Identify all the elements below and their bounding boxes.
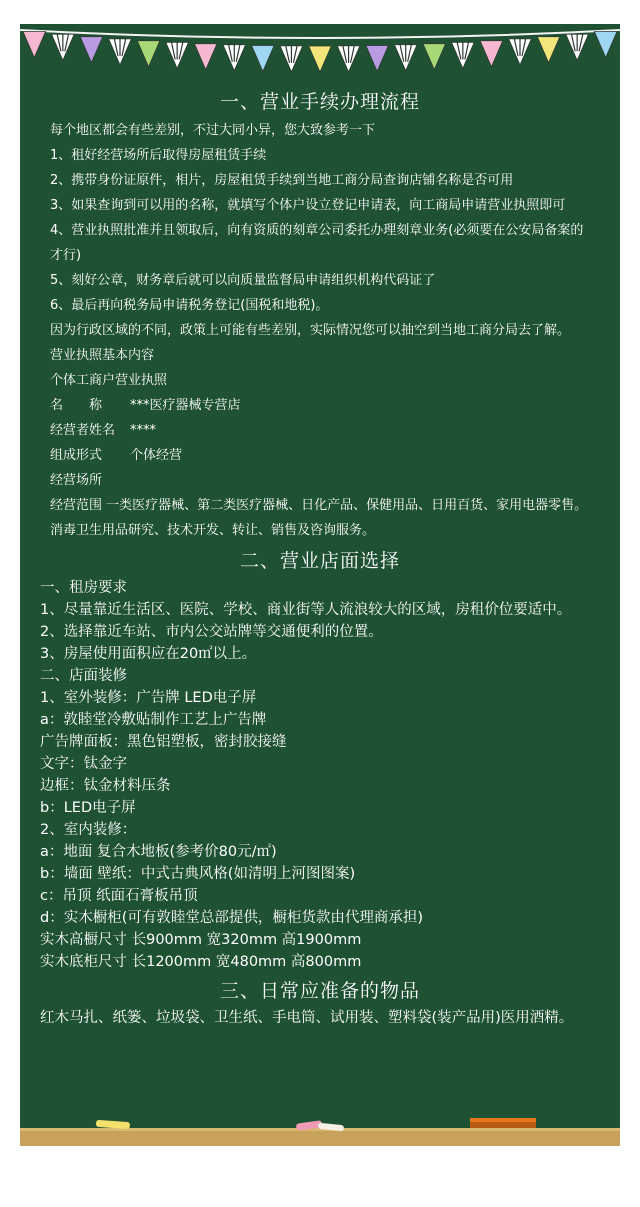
section1-title: 一、营业手续办理流程: [219, 91, 420, 113]
text-line: 1、室外装修：广告牌 LED电子屏: [40, 690, 257, 706]
license-row: [50, 443, 596, 468]
text-line: 2、选择靠近车站、市内公交站牌等交通便利的位置。: [40, 624, 383, 640]
section3-body: [20, 1007, 620, 1029]
text-line: a：敦睦堂冷敷贴制作工艺上广告牌: [40, 712, 267, 728]
text-line: 1、租好经营场所后取得房屋租赁手续: [50, 148, 267, 163]
license-row: [50, 468, 596, 493]
text-line: 2、携带身份证原件，相片，房屋租赁手续到当地工商分局查询店铺名称是否可用: [50, 173, 514, 188]
text-line: 4、营业执照批准并且领取后，向有资质的刻章公司委托办理刻章业务(必须要在公安局备案的才行): [50, 223, 584, 263]
bunting-flag: [252, 45, 275, 71]
text-line: 广告牌面板：黑色铝塑板，密封胶接缝: [40, 734, 287, 750]
text-line: 实木底柜尺寸 长1200mm 宽480mm 高800mm: [40, 954, 362, 970]
text-line: b：墙面 壁纸：中式古典风格(如清明上河图图案): [40, 866, 356, 882]
chalk-tray: [20, 1118, 620, 1146]
text-line: 5、刻好公章，财务章后就可以向质量监督局申请组织机构代码证了: [50, 273, 436, 288]
license-key: 名 称: [50, 398, 103, 413]
license-row: [50, 418, 596, 443]
section2-title: 二、营业店面选择: [239, 550, 400, 572]
business-scope: 经营范围 一类医疗器械、第二类医疗器械、日化产品、保健用品、日用百货、家用电器零售。消毒卫生用品研究、技术开发、转让、销售及咨询服务。: [50, 498, 588, 538]
bunting-flag: [309, 46, 332, 72]
text-line: d：实木橱柜(可有敦睦堂总部提供，橱柜货款由代理商承担): [40, 910, 424, 926]
bunting-flag: [137, 41, 160, 67]
text-line: c：吊顶 纸面石膏板吊顶: [40, 888, 198, 904]
bunting-flag: [480, 41, 503, 67]
text-line: 每个地区都会有些差别，不过大同小异，您大致参考一下: [50, 123, 376, 138]
text-line: 2、室内装修：: [40, 822, 137, 838]
text-line: 6、最后再向税务局申请税务登记(国税和地税)。: [50, 298, 329, 313]
license-value: ****: [130, 423, 156, 438]
text-line: 1、尽量靠近生活区、医院、学校、商业街等人流浪较大的区域，房租价位要适中。: [40, 602, 572, 618]
text-line: 个体工商户营业执照: [50, 373, 168, 388]
section3-title: 三、日常应准备的物品: [219, 980, 420, 1002]
bunting-flag: [23, 31, 46, 57]
text-line: 实木高橱尺寸 长900mm 宽320mm 高1900mm: [40, 932, 362, 948]
bunting-flag: [423, 44, 446, 70]
bunting-flag: [537, 37, 560, 63]
license-key: 经营者姓名: [50, 423, 116, 438]
license-row: [50, 393, 596, 418]
text-line: 3、房屋使用面积应在20㎡以上。: [40, 646, 257, 662]
text-line: 红木马扎、纸篓、垃圾袋、卫生纸、手电筒、试用装、塑料袋(装产品用)医用酒精。: [40, 1010, 574, 1026]
section2-body: [20, 577, 620, 973]
license-value: 个体经营: [130, 448, 183, 463]
text-line: a：地面 复合木地板(参考价80元/㎡): [40, 844, 277, 860]
chalk-yellow: [96, 1120, 130, 1129]
text-line: 3、如果查询到可以用的名称，就填写个体户设立登记申请表，向工商局申请营业执照即可: [50, 198, 566, 213]
text-line: 边框：钛金材料压条: [40, 778, 171, 794]
text-line: 因为行政区域的不同，政策上可能有些差别，实际情况您可以抽空到当地工商分局去了解。: [50, 323, 571, 338]
bunting-flag: [366, 45, 389, 71]
text-line: 一、租房要求: [40, 580, 127, 596]
section1-body: [20, 118, 620, 543]
text-line: 二、店面装修: [40, 668, 127, 684]
license-value: ***医疗器械专营店: [130, 398, 241, 413]
eraser-icon: [470, 1118, 536, 1128]
text-line: 文字：钛金字: [40, 756, 127, 772]
license-key: 组成形式: [50, 448, 103, 463]
text-line: b：LED电子屏: [40, 800, 136, 816]
chalkboard: [20, 24, 620, 1146]
bunting-flag: [594, 31, 617, 57]
bunting-flag: [80, 37, 103, 63]
license-key: 经营场所: [50, 473, 103, 488]
text-line: 营业执照基本内容: [50, 348, 155, 363]
bunting-flag: [194, 44, 217, 70]
content: [20, 84, 620, 1029]
